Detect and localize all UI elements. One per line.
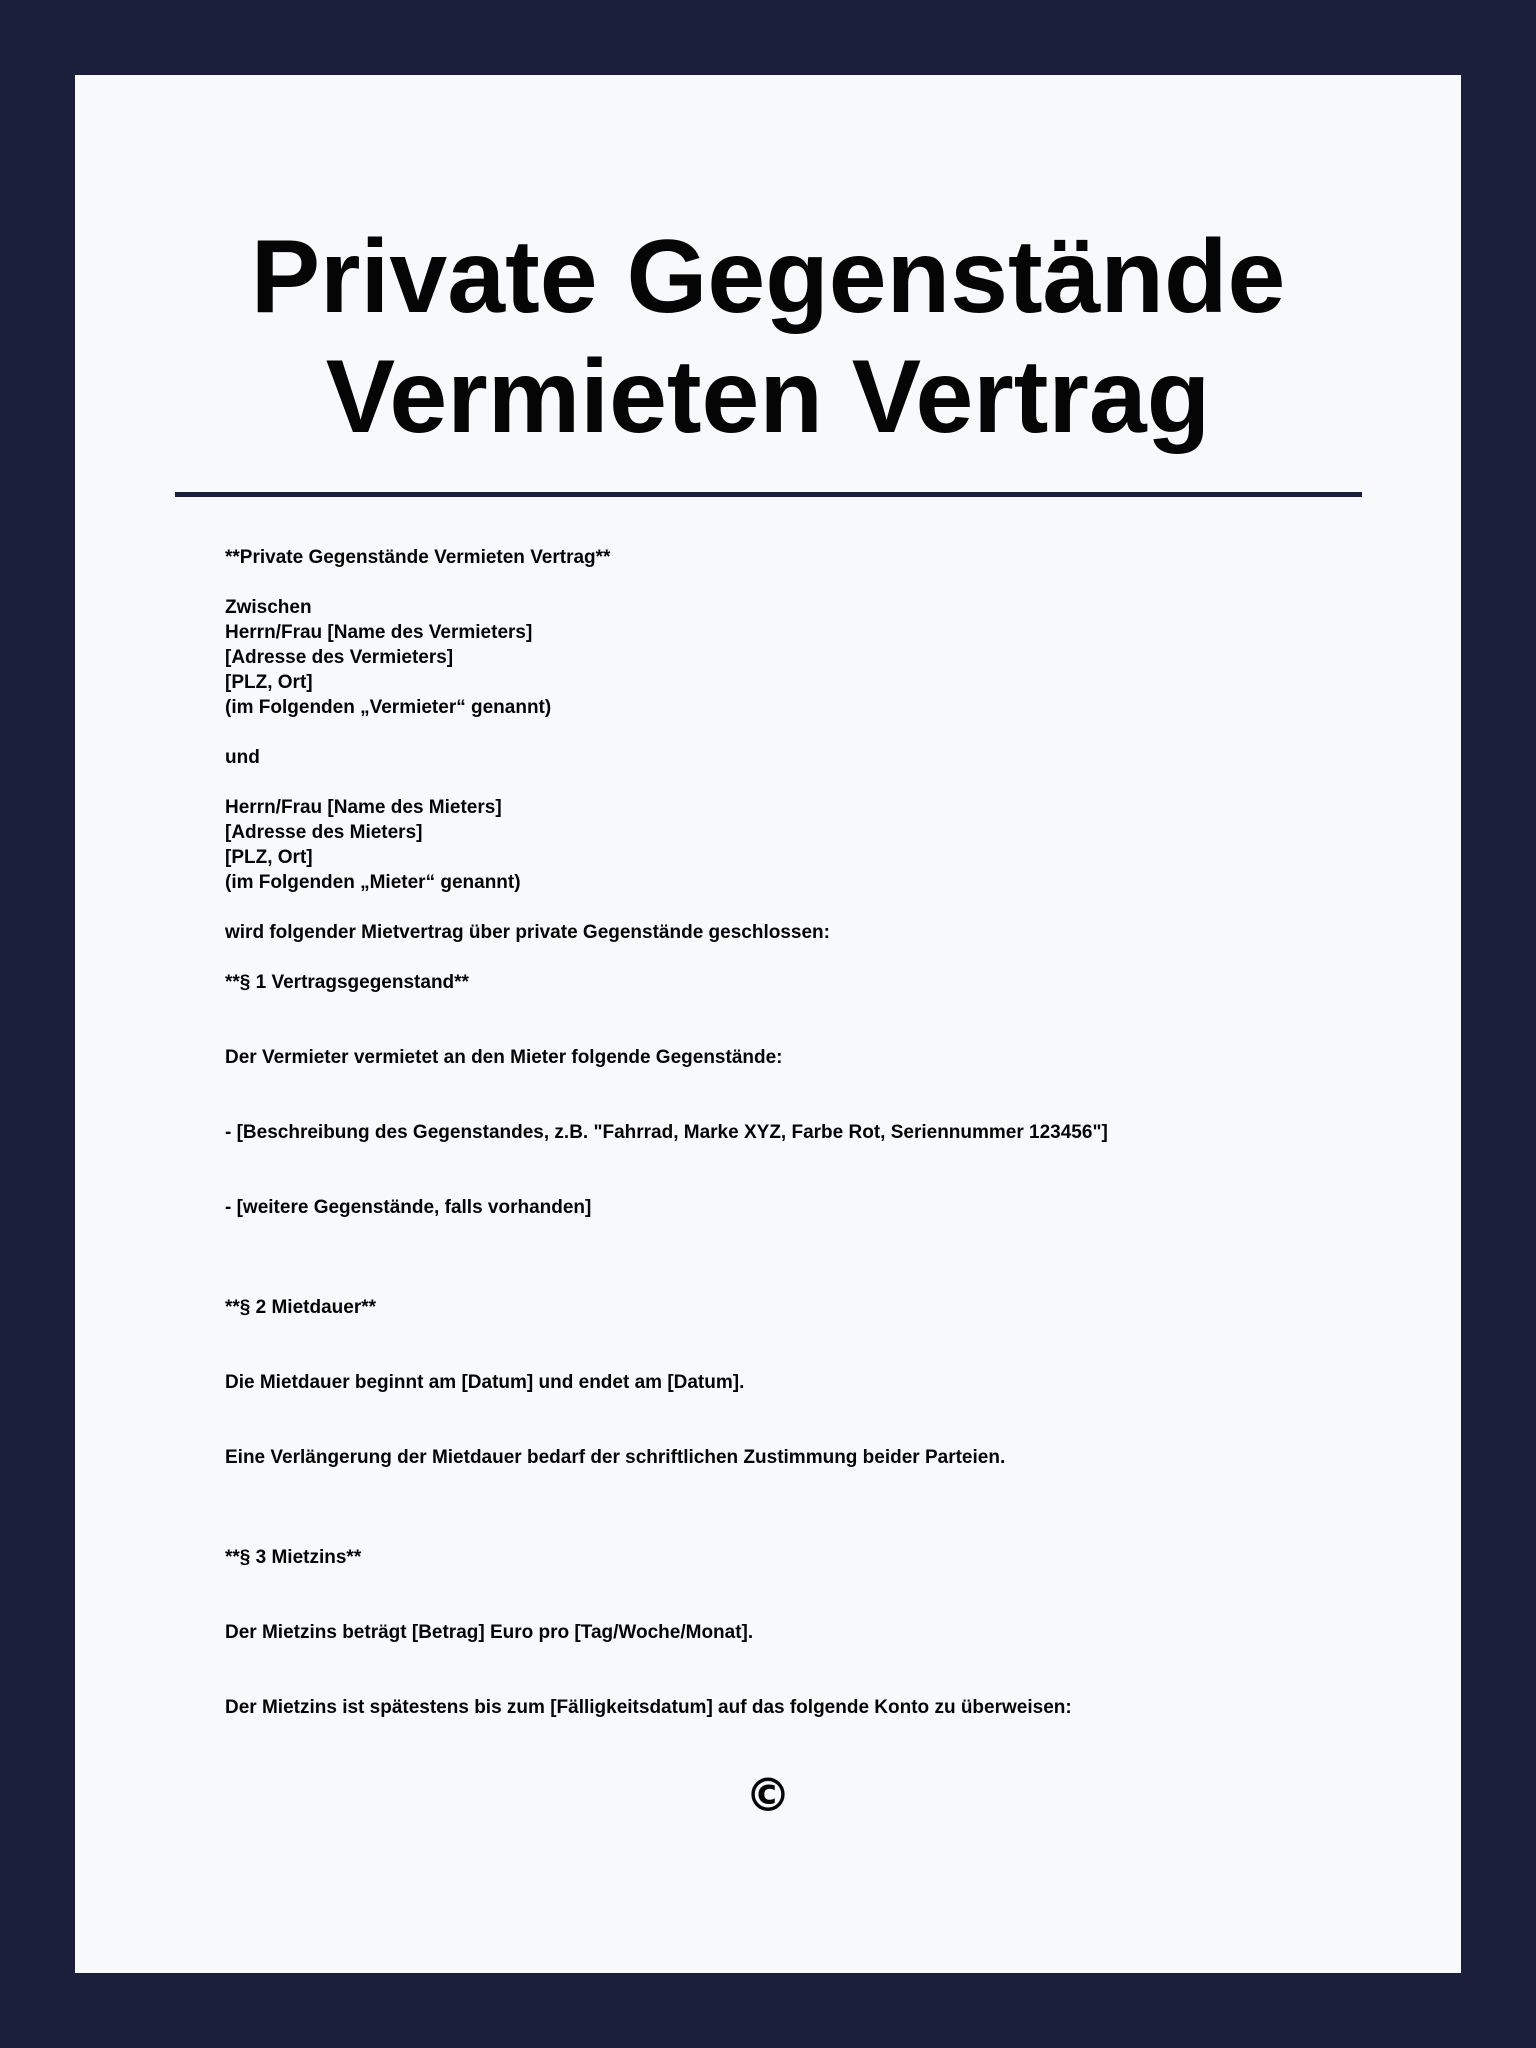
section-1-paragraph: Der Vermieter vermietet an den Mieter folgende Gegenstände: [225,1047,783,1068]
section-2-heading: **§ 2 Mietdauer** [225,1297,377,1318]
section-1-heading: **§ 1 Vertragsgegenstand** [225,972,469,993]
document-title-line-2: Vermieten Vertrag [325,339,1211,455]
and-label: und [225,747,260,768]
document-page [75,75,1461,1973]
landlord-city: [PLZ, Ort] [225,672,313,693]
section-2-paragraph-1: Die Mietdauer beginnt am [Datum] und endet am [Datum]. [225,1372,745,1393]
copyright-icon: © [745,1768,791,1822]
section-1-item-1: - [Beschreibung des Gegenstandes, z.B. "Fahrrad, Marke XYZ, Farbe Rot, Seriennummer 123456"] [225,1122,1108,1143]
section-3-paragraph-1: Der Mietzins beträgt [Betrag] Euro pro [Tag/Woche/Monat]. [225,1622,754,1643]
section-1-item-2: - [weitere Gegenstände, falls vorhanden] [225,1197,592,1218]
landlord-address: [Adresse des Vermieters] [225,647,454,668]
section-2-paragraph-2: Eine Verlängerung der Mietdauer bedarf der schriftlichen Zustimmung beider Parteien. [225,1447,1006,1468]
tenant-city: [PLZ, Ort] [225,847,313,868]
section-3-paragraph-2: Der Mietzins ist spätestens bis zum [Fälligkeitsdatum] auf das folgende Konto zu überweisen: [225,1697,1072,1718]
document-title-line-1: Private Gegenstände [250,219,1286,335]
tenant-name: Herrn/Frau [Name des Mieters] [225,797,502,818]
tenant-designation: (im Folgenden „Mieter“ genannt) [225,872,521,893]
landlord-name: Herrn/Frau [Name des Vermieters] [225,622,533,643]
tenant-address: [Adresse des Mieters] [225,822,423,843]
section-3-heading: **§ 3 Mietzins** [225,1547,362,1568]
title-divider [175,492,1362,497]
contract-heading: **Private Gegenstände Vermieten Vertrag** [225,547,611,568]
document-title [75,217,1461,457]
landlord-designation: (im Folgenden „Vermieter“ genannt) [225,697,552,718]
contract-intro: wird folgender Mietvertrag über private Gegenstände geschlossen: [225,922,830,943]
between-label: Zwischen [225,597,312,618]
